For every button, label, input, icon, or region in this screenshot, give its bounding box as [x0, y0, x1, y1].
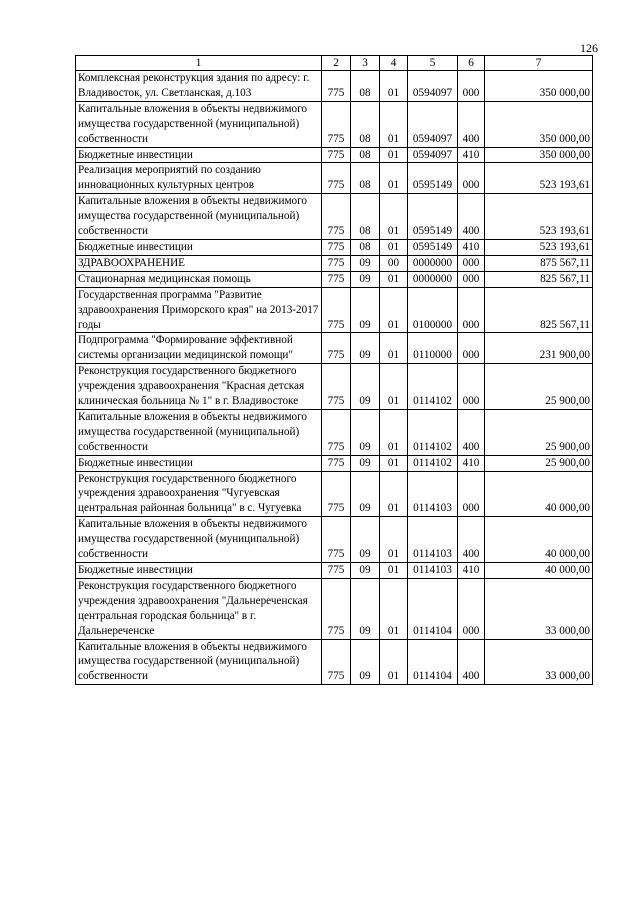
code-cell: 775 — [322, 578, 351, 639]
code-cell: 775 — [322, 639, 351, 685]
subsection-cell: 01 — [380, 163, 408, 194]
expense-type-cell: 000 — [458, 255, 485, 271]
code-cell: 775 — [322, 147, 351, 163]
amount-cell: 825 567,11 — [485, 287, 593, 333]
expense-type-cell: 000 — [458, 163, 485, 194]
subsection-cell: 01 — [380, 71, 408, 102]
subsection-cell: 00 — [380, 255, 408, 271]
column-header: 2 — [322, 56, 351, 71]
target-article-cell: 0595149 — [408, 163, 458, 194]
expense-type-cell: 410 — [458, 147, 485, 163]
expense-type-cell: 000 — [458, 364, 485, 410]
code-cell: 775 — [322, 471, 351, 517]
target-article-cell: 0114103 — [408, 517, 458, 563]
column-header: 7 — [485, 56, 593, 71]
subsection-cell: 01 — [380, 578, 408, 639]
target-article-cell: 0595149 — [408, 239, 458, 255]
expense-type-cell: 000 — [458, 578, 485, 639]
target-article-cell: 0114104 — [408, 578, 458, 639]
code-cell: 775 — [322, 163, 351, 194]
section-cell: 09 — [351, 409, 380, 455]
section-cell: 09 — [351, 255, 380, 271]
column-header: 1 — [76, 56, 322, 71]
section-cell: 08 — [351, 163, 380, 194]
expense-type-cell: 400 — [458, 194, 485, 240]
target-article-cell: 0114103 — [408, 563, 458, 579]
column-header: 3 — [351, 56, 380, 71]
row-name: Реконструкция государственного бюджетного учреждения здравоохранения "Дальнереченская центральная городская больница" в г. Дальнереченске — [76, 578, 322, 639]
subsection-cell: 01 — [380, 409, 408, 455]
row-name: Бюджетные инвестиции — [76, 239, 322, 255]
table-row — [76, 239, 593, 255]
section-cell: 08 — [351, 71, 380, 102]
section-cell: 08 — [351, 147, 380, 163]
section-cell: 08 — [351, 194, 380, 240]
table-row — [76, 271, 593, 287]
row-name: Реконструкция государственного бюджетного учреждения здравоохранения "Чугуевская центральная районная больница" в с. Чугуевка — [76, 471, 322, 517]
target-article-cell: 0595149 — [408, 194, 458, 240]
section-cell: 08 — [351, 101, 380, 147]
subsection-cell: 01 — [380, 271, 408, 287]
target-article-cell: 0114104 — [408, 639, 458, 685]
row-name: Капитальные вложения в объекты недвижимого имущества государственной (муниципальной) собственности — [76, 639, 322, 685]
amount-cell: 25 900,00 — [485, 364, 593, 410]
code-cell: 775 — [322, 239, 351, 255]
row-name: Реализация мероприятий по созданию инновационных культурных центров — [76, 163, 322, 194]
column-header: 6 — [458, 56, 485, 71]
page-number: 126 — [580, 41, 598, 55]
subsection-cell: 01 — [380, 147, 408, 163]
row-name: Бюджетные инвестиции — [76, 563, 322, 579]
amount-cell: 350 000,00 — [485, 147, 593, 163]
row-name: ЗДРАВООХРАНЕНИЕ — [76, 255, 322, 271]
code-cell: 775 — [322, 101, 351, 147]
table-row — [76, 333, 593, 364]
subsection-cell: 01 — [380, 364, 408, 410]
amount-cell: 40 000,00 — [485, 563, 593, 579]
section-cell: 09 — [351, 271, 380, 287]
amount-cell: 25 900,00 — [485, 455, 593, 471]
row-name: Реконструкция государственного бюджетного учреждения здравоохранения "Красная детская клиническая больница № 1" в г. Владивостоке — [76, 364, 322, 410]
code-cell: 775 — [322, 287, 351, 333]
section-cell: 09 — [351, 563, 380, 579]
table-row — [76, 578, 593, 639]
amount-cell: 825 567,11 — [485, 271, 593, 287]
expense-type-cell: 410 — [458, 563, 485, 579]
amount-cell: 33 000,00 — [485, 578, 593, 639]
amount-cell: 33 000,00 — [485, 639, 593, 685]
code-cell: 775 — [322, 71, 351, 102]
amount-cell: 875 567,11 — [485, 255, 593, 271]
subsection-cell: 01 — [380, 639, 408, 685]
table-row — [76, 364, 593, 410]
row-name: Стационарная медицинская помощь — [76, 271, 322, 287]
table-row — [76, 287, 593, 333]
row-name: Капитальные вложения в объекты недвижимого имущества государственной (муниципальной) собственности — [76, 409, 322, 455]
section-cell: 09 — [351, 578, 380, 639]
table-row — [76, 639, 593, 685]
amount-cell: 350 000,00 — [485, 101, 593, 147]
code-cell: 775 — [322, 364, 351, 410]
expense-type-cell: 400 — [458, 517, 485, 563]
code-cell: 775 — [322, 333, 351, 364]
row-name: Комплексная реконструкция здания по адресу: г. Владивосток, ул. Светланская, д.103 — [76, 71, 322, 102]
target-article-cell: 0114103 — [408, 471, 458, 517]
table-row — [76, 101, 593, 147]
code-cell: 775 — [322, 517, 351, 563]
section-cell: 09 — [351, 455, 380, 471]
code-cell: 775 — [322, 194, 351, 240]
subsection-cell: 01 — [380, 101, 408, 147]
code-cell: 775 — [322, 271, 351, 287]
expense-type-cell: 400 — [458, 101, 485, 147]
section-cell: 08 — [351, 239, 380, 255]
row-name: Государственная программа "Развитие здравоохранения Приморского края" на 2013-2017 годы — [76, 287, 322, 333]
code-cell: 775 — [322, 255, 351, 271]
amount-cell: 523 193,61 — [485, 194, 593, 240]
subsection-cell: 01 — [380, 333, 408, 364]
target-article-cell: 0000000 — [408, 271, 458, 287]
target-article-cell: 0100000 — [408, 287, 458, 333]
expense-type-cell: 000 — [458, 287, 485, 333]
budget-table — [75, 55, 593, 685]
expense-type-cell: 000 — [458, 471, 485, 517]
section-cell: 09 — [351, 639, 380, 685]
target-article-cell: 0114102 — [408, 455, 458, 471]
target-article-cell: 0594097 — [408, 147, 458, 163]
header-row — [76, 56, 593, 71]
expense-type-cell: 410 — [458, 455, 485, 471]
row-name: Капитальные вложения в объекты недвижимого имущества государственной (муниципальной) собственности — [76, 194, 322, 240]
table-row — [76, 163, 593, 194]
column-header: 4 — [380, 56, 408, 71]
amount-cell: 25 900,00 — [485, 409, 593, 455]
expense-type-cell: 000 — [458, 271, 485, 287]
table-row — [76, 71, 593, 102]
amount-cell: 40 000,00 — [485, 517, 593, 563]
subsection-cell: 01 — [380, 517, 408, 563]
table-row — [76, 471, 593, 517]
table-row — [76, 194, 593, 240]
target-article-cell: 0000000 — [408, 255, 458, 271]
row-name: Бюджетные инвестиции — [76, 147, 322, 163]
amount-cell: 523 193,61 — [485, 163, 593, 194]
target-article-cell: 0114102 — [408, 364, 458, 410]
table-row — [76, 409, 593, 455]
expense-type-cell: 000 — [458, 71, 485, 102]
section-cell: 09 — [351, 364, 380, 410]
subsection-cell: 01 — [380, 194, 408, 240]
target-article-cell: 0114102 — [408, 409, 458, 455]
row-name: Подпрограмма "Формирование эффективной системы организации медицинской помощи" — [76, 333, 322, 364]
table-row — [76, 455, 593, 471]
subsection-cell: 01 — [380, 563, 408, 579]
section-cell: 09 — [351, 333, 380, 364]
expense-type-cell: 000 — [458, 333, 485, 364]
row-name: Капитальные вложения в объекты недвижимого имущества государственной (муниципальной) собственности — [76, 517, 322, 563]
column-header: 5 — [408, 56, 458, 71]
expense-type-cell: 400 — [458, 639, 485, 685]
target-article-cell: 0594097 — [408, 101, 458, 147]
subsection-cell: 01 — [380, 471, 408, 517]
section-cell: 09 — [351, 287, 380, 333]
amount-cell: 523 193,61 — [485, 239, 593, 255]
section-cell: 09 — [351, 517, 380, 563]
amount-cell: 40 000,00 — [485, 471, 593, 517]
subsection-cell: 01 — [380, 455, 408, 471]
amount-cell: 350 000,00 — [485, 71, 593, 102]
row-name: Бюджетные инвестиции — [76, 455, 322, 471]
table-row — [76, 255, 593, 271]
subsection-cell: 01 — [380, 287, 408, 333]
table-row — [76, 517, 593, 563]
section-cell: 09 — [351, 471, 380, 517]
amount-cell: 231 900,00 — [485, 333, 593, 364]
table-row — [76, 147, 593, 163]
code-cell: 775 — [322, 409, 351, 455]
target-article-cell: 0110000 — [408, 333, 458, 364]
row-name: Капитальные вложения в объекты недвижимого имущества государственной (муниципальной) собственности — [76, 101, 322, 147]
expense-type-cell: 400 — [458, 409, 485, 455]
expense-type-cell: 410 — [458, 239, 485, 255]
subsection-cell: 01 — [380, 239, 408, 255]
table-row — [76, 563, 593, 579]
code-cell: 775 — [322, 455, 351, 471]
code-cell: 775 — [322, 563, 351, 579]
target-article-cell: 0594097 — [408, 71, 458, 102]
